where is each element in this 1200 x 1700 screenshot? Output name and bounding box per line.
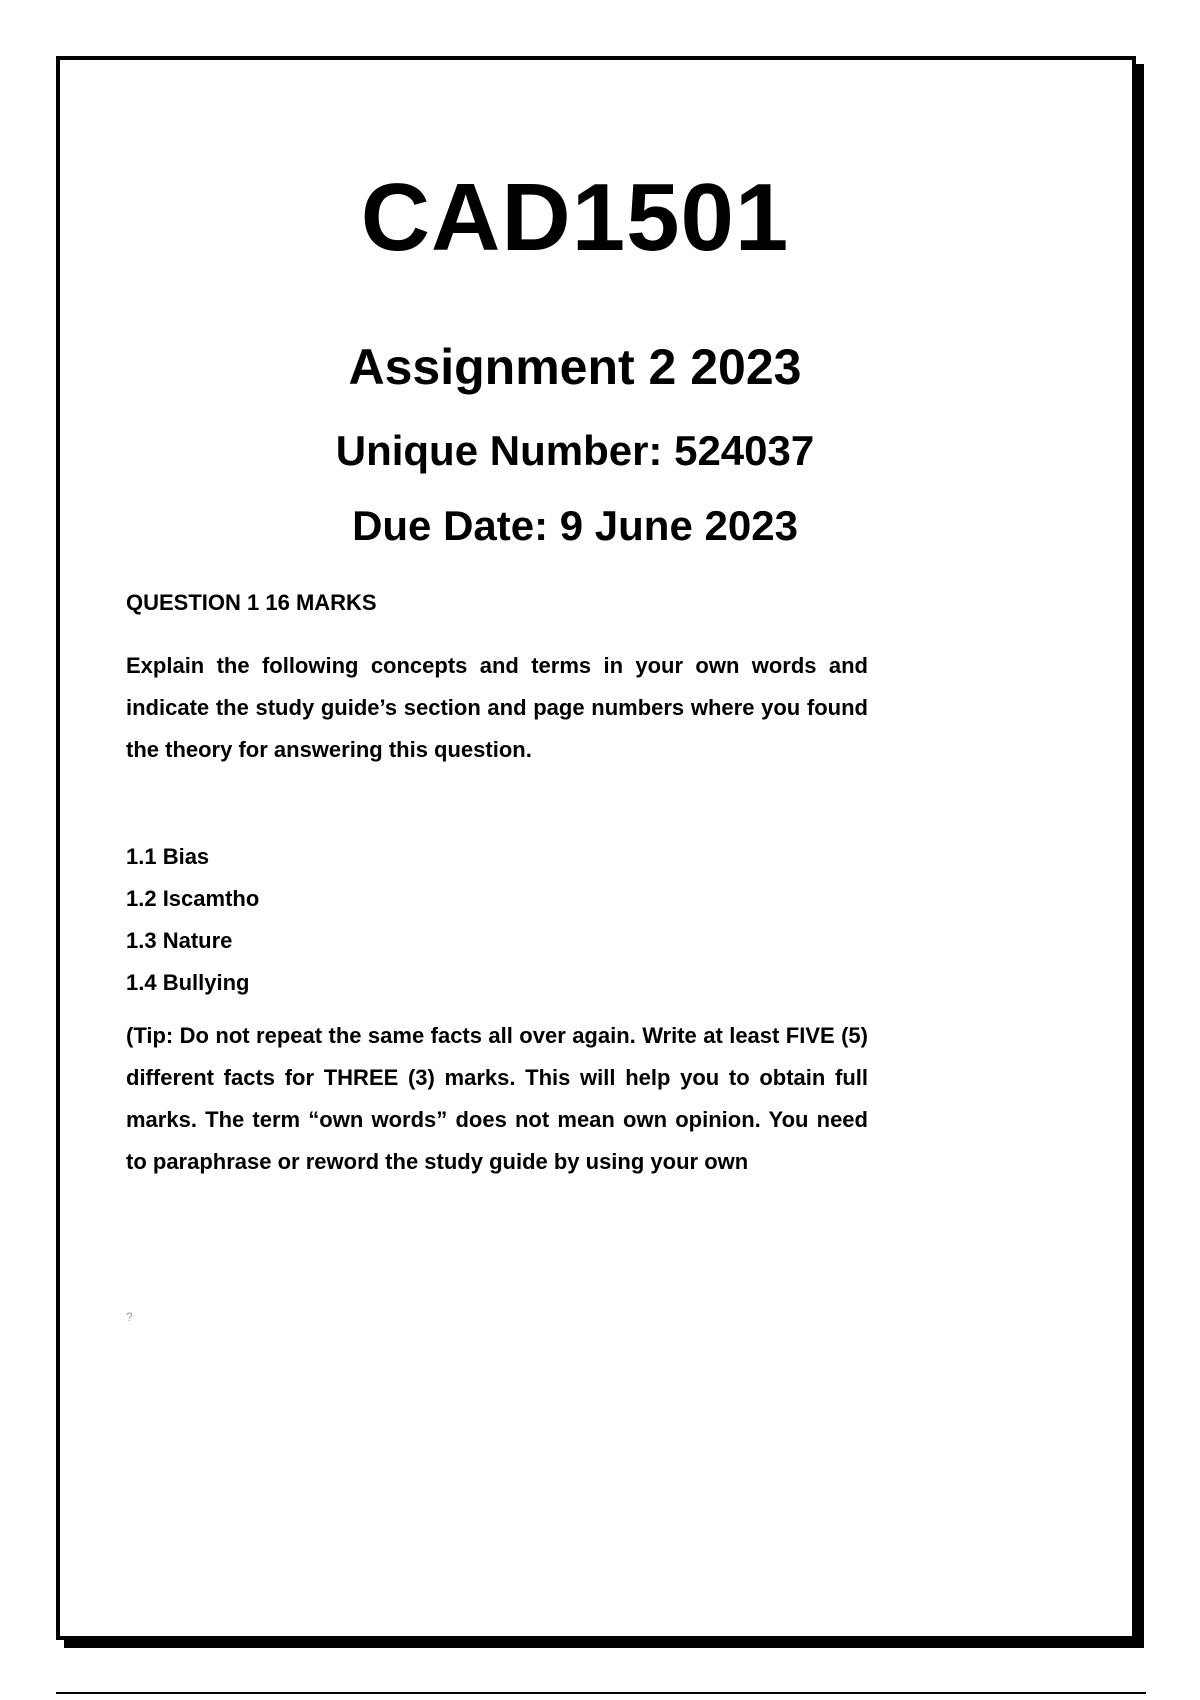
- list-item: 1.4 Bullying: [126, 970, 250, 995]
- due-date: Due Date: 9 June 2023: [352, 502, 798, 549]
- tip-paragraph: (Tip: Do not repeat the same facts all over again. Write at least FIVE (5) different facts for THREE (3) marks. This will help you to obtain full marks. The term “own words” does not mean own opinion. You need to paraphrase or reword the study guide by using your own: [126, 1023, 868, 1174]
- stray-mark: ?: [126, 1310, 133, 1324]
- list-item: 1.2 Iscamtho: [126, 886, 260, 911]
- assignment-title: Assignment 2 2023: [348, 339, 802, 395]
- list-item: 1.1 Bias: [126, 844, 210, 869]
- question-heading: QUESTION 1 16 MARKS: [126, 590, 377, 615]
- list-item: 1.3 Nature: [126, 928, 233, 953]
- course-code-heading: CAD1501: [360, 164, 790, 271]
- unique-number: Unique Number: 524037: [335, 427, 815, 474]
- document-page: [56, 56, 1136, 1640]
- bottom-divider: [56, 1692, 1146, 1694]
- question-instructions: Explain the following concepts and terms in your own words and indicate the study guide’s section and page numbers where you found the theory for answering this question.: [126, 653, 868, 762]
- question-items-list: [126, 836, 868, 1004]
